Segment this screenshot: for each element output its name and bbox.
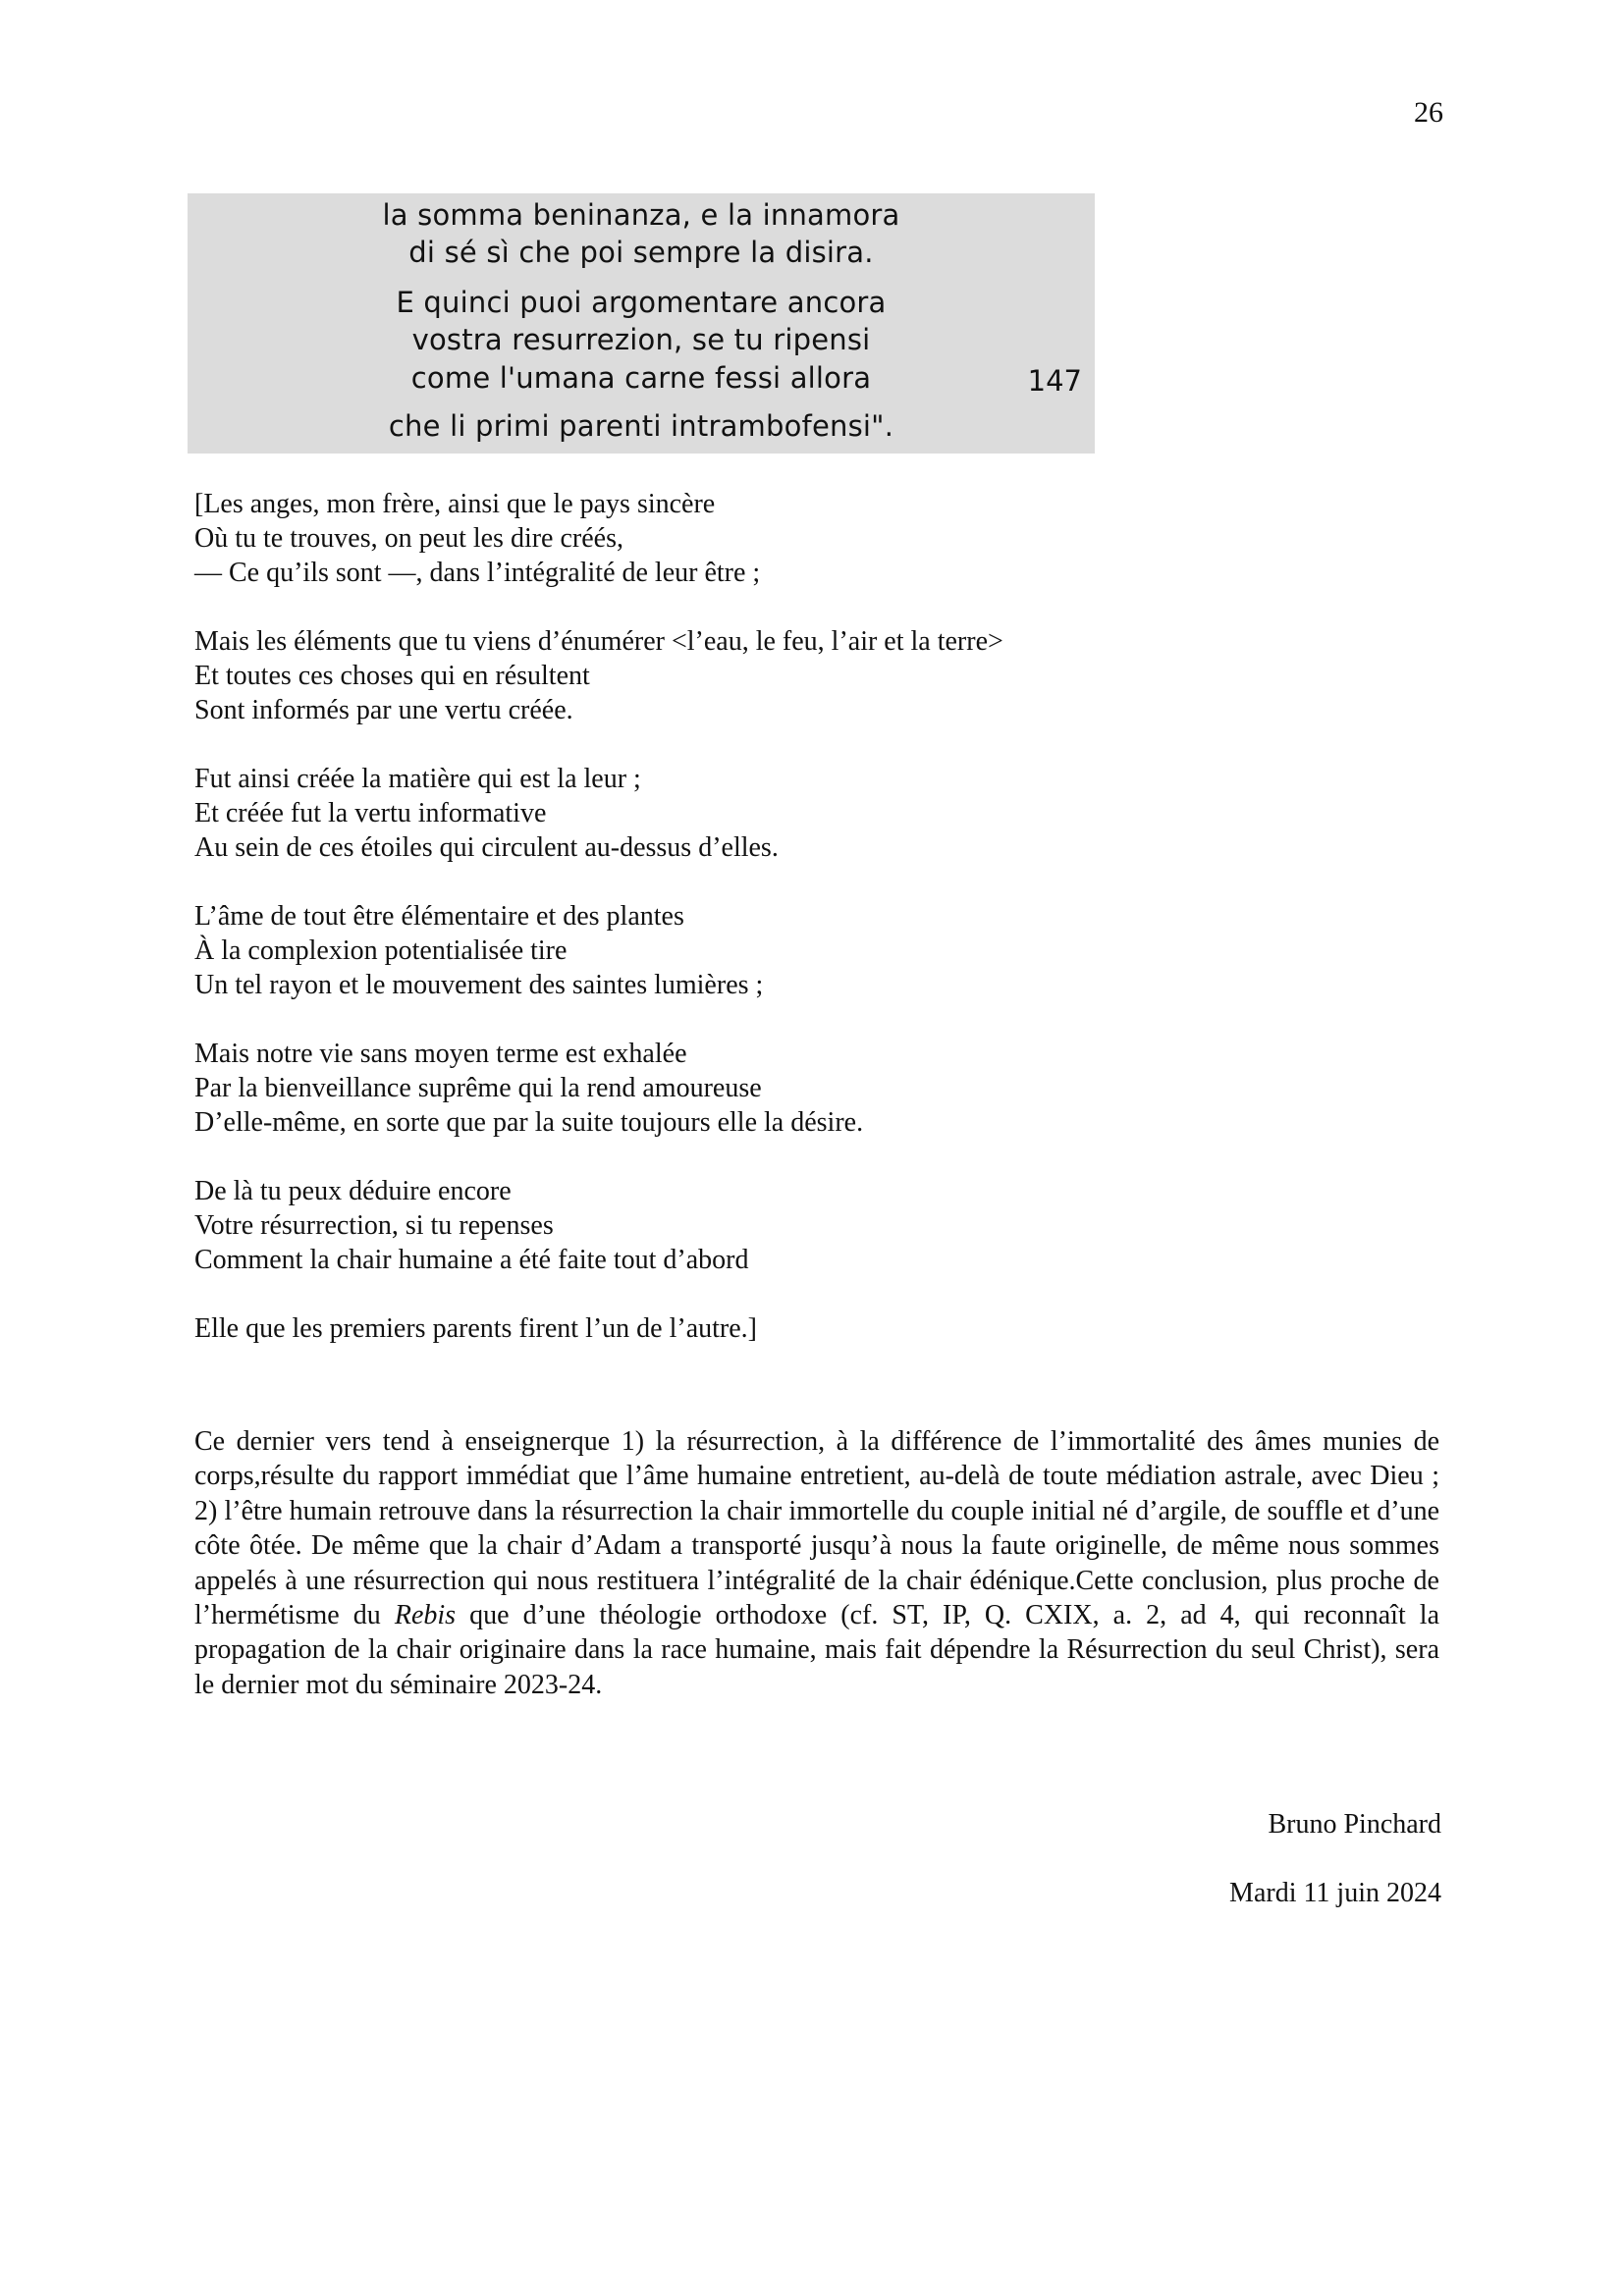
verse-number: 147 <box>1027 364 1082 398</box>
verse-line: Votre résurrection, si tu repenses <box>194 1210 554 1241</box>
verse-line: Mais les éléments que tu viens d’énumérer <l’eau, le feu, l’air et la terre> <box>194 626 1003 657</box>
commentary-text: Ce dernier vers tend à enseignerque 1) la résurrection, à la différence de l’immortalité des âmes munies de corps,résulte du rapport immédiat que l’âme humaine entretient, au-delà de toute médiation astrale, avec Dieu ; 2) l’être humain retrouve dans la résurrection la chair immortelle du couple initial né d’argile, de souffle et d’une côte ôtée. De même que la chair d’Adam a transporté jusqu’à nous la faute originelle, de même nous sommes appelés à une résurrection qui nous restituera l’intégralité de la chair édénique.Cette conclusion, plus proche de l’hermétisme du <box>194 1426 1439 1631</box>
verse-line: Et créée fut la vertu informative <box>194 798 547 828</box>
verse-line: Elle que les premiers parents firent l’un de l’autre.] <box>194 1313 757 1344</box>
signature-date: Mardi 11 juin 2024 <box>1229 1878 1441 1908</box>
stanza <box>194 1311 1176 1346</box>
verse-line: Mais notre vie sans moyen terme est exhalée <box>194 1039 687 1069</box>
stanza <box>194 899 1176 1002</box>
author-signature: Bruno Pinchard <box>1268 1809 1441 1840</box>
commentary-text: que d’une théologie orthodoxe (cf. ST, IP, Q. CXIX, a. 2, ad 4, qui reconnaît la propagation de la chair originaire dans la race humaine, mais fait dépendre la Résurrection du seul Christ), sera le dernier mot du séminaire 2023-24. <box>194 1600 1439 1700</box>
verse-line: Sont informés par une vertu créée. <box>194 695 573 725</box>
page-number: 26 <box>1414 96 1443 129</box>
italian-line: la somma beninanza, e la innamora <box>382 198 900 232</box>
stanza <box>194 624 1176 727</box>
verse-line: [Les anges, mon frère, ainsi que le pays sincère <box>194 489 716 519</box>
verse-line: Au sein de ces étoiles qui circulent au-dessus d’elles. <box>194 832 779 863</box>
verse-line: Comment la chair humaine a été faite tout d’abord <box>194 1245 749 1275</box>
stanza <box>194 1174 1176 1277</box>
italian-line: E quinci puoi argomentare ancora <box>396 286 887 319</box>
verse-line: — Ce qu’ils sont —, dans l’intégralité de leur être ; <box>194 558 761 588</box>
italian-verse-block <box>188 193 1095 454</box>
french-translation <box>194 487 1176 1380</box>
italian-line: vostra resurrezion, se tu ripensi <box>411 323 871 356</box>
verse-line: L’âme de tout être élémentaire et des plantes <box>194 901 684 932</box>
verse-line: Fut ainsi créée la matière qui est la leur ; <box>194 764 641 794</box>
verse-line: De là tu peux déduire encore <box>194 1176 512 1206</box>
stanza <box>194 762 1176 865</box>
commentary-italic-term: Rebis <box>394 1600 457 1631</box>
verse-line: À la complexion potentialisée tire <box>194 935 568 966</box>
italian-line: di sé sì che poi sempre la disira. <box>408 236 874 269</box>
verse-line: Et toutes ces choses qui en résultent <box>194 661 590 691</box>
stanza <box>194 487 1176 590</box>
stanza <box>194 1037 1176 1140</box>
verse-line: Où tu te trouves, on peut les dire créés, <box>194 523 623 554</box>
italian-line: come l'umana carne fessi allora <box>410 361 872 395</box>
commentary-paragraph <box>194 1424 1439 1702</box>
verse-line: Un tel rayon et le mouvement des saintes lumières ; <box>194 970 764 1000</box>
italian-line: che li primi parenti intrambofensi". <box>388 409 894 443</box>
verse-line: D’elle-même, en sorte que par la suite toujours elle la désire. <box>194 1107 864 1138</box>
verse-line: Par la bienveillance suprême qui la rend amoureuse <box>194 1073 762 1103</box>
